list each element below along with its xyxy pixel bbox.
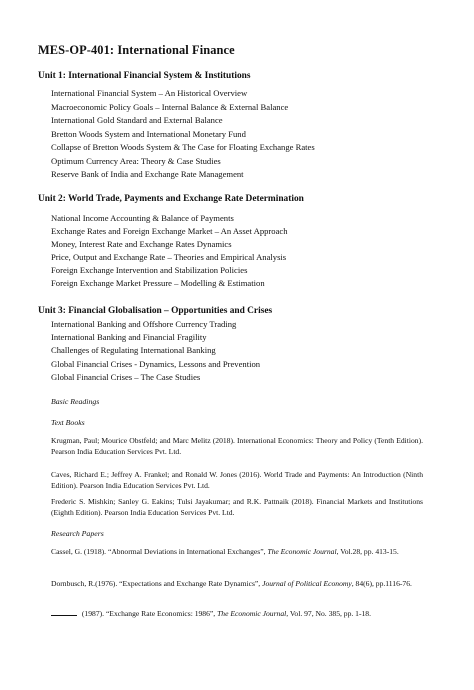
same-author-line — [51, 615, 77, 616]
topic-item: International Financial System – An Historical Overview — [51, 88, 248, 98]
reference-text: Dornbusch, R.(1976). “Expectations and Exchange Rate Dynamics”, — [51, 579, 263, 588]
textbook-reference: Caves, Richard E.; Jeffrey A. Frankel; and Ronald W. Jones (2016). World Trade and Payments: An Introduction (Ninth Edition). Pearson India Education Services Pvt. Ltd. — [51, 470, 423, 491]
journal-name: Journal of Political Economy — [262, 579, 352, 588]
textbook-reference: Krugman, Paul; Mourice Obstfeld; and Marc Melitz (2018). International Economics: Theory and Policy (Tenth Edition). Pearson India Education Services Pvt. Ltd. — [51, 436, 423, 457]
textbook-reference: Frederic S. Mishkin; Sanley G. Eakins; Tulsi Jayakumar; and R.K. Pattnaik (2018). Financial Markets and Institutions (Eighth Edition). Pearson India Education Services Pvt. Ltd. — [51, 497, 423, 518]
topic-item: Optimum Currency Area: Theory & Case Studies — [51, 155, 221, 166]
topic-list — [51, 212, 458, 290]
topic-item: Global Financial Crises - Dynamics, Lessons and Prevention — [51, 358, 261, 369]
topic-item: Reserve Bank of India and Exchange Rate Management — [51, 169, 244, 179]
paper-reference — [51, 578, 423, 589]
unit-2 — [38, 193, 458, 290]
paper-reference — [51, 546, 423, 557]
readings-heading: Basic Readings — [51, 397, 100, 406]
topic-list — [51, 87, 458, 182]
topic-item: International Banking and Financial Fragility — [51, 332, 207, 343]
unit-1 — [38, 70, 458, 182]
topic-item: National Income Accounting & Balance of Payments — [51, 213, 234, 223]
textbooks-label: Text Books — [51, 418, 85, 427]
unit-heading: Unit 1: International Financial System & Institutions — [38, 71, 251, 81]
research-papers-label: Research Papers — [51, 529, 104, 538]
topic-item: Bretton Woods System and International Monetary Fund — [51, 128, 246, 139]
topic-item: Global Financial Crises – The Case Studies — [51, 371, 201, 382]
paper-reference — [51, 608, 431, 619]
topic-item: Collapse of Bretton Woods System & The Case for Floating Exchange Rates — [51, 142, 315, 152]
topic-list — [51, 318, 458, 384]
reference-details: , Vol. 97, No. 385, pp. 1-18. — [286, 609, 371, 618]
topic-item: Foreign Exchange Intervention and Stabilization Policies — [51, 265, 248, 275]
topic-item: Price, Output and Exchange Rate – Theories and Empirical Analysis — [51, 252, 287, 262]
unit-heading: Unit 2: World Trade, Payments and Exchange Rate Determination — [38, 194, 304, 204]
reference-details: , 84(6), pp.1116-76. — [351, 579, 412, 588]
reference-text: (1987). “Exchange Rate Economics: 1986”, — [80, 609, 218, 618]
topic-item: Exchange Rates and Foreign Exchange Market – An Asset Approach — [51, 226, 288, 236]
reference-details: , Vol.28, pp. 413-15. — [336, 547, 399, 556]
unit-3 — [38, 305, 458, 384]
reference-text: Cassel, G. (1918). “Abnormal Deviations in International Exchanges”, — [51, 547, 268, 556]
course-title: MES-OP-401: International Finance — [38, 43, 235, 57]
topic-item: Foreign Exchange Market Pressure – Modelling & Estimation — [51, 278, 265, 288]
journal-name: The Economic Journal — [267, 547, 337, 556]
topic-item: Money, Interest Rate and Exchange Rates Dynamics — [51, 239, 232, 249]
topic-item: Macroeconomic Policy Goals – Internal Balance & External Balance — [51, 101, 289, 112]
unit-heading: Unit 3: Financial Globalisation – Opportunities and Crises — [38, 306, 273, 316]
journal-name: The Economic Journal — [217, 609, 287, 618]
topic-item: International Gold Standard and External Balance — [51, 115, 223, 125]
topic-item: Challenges of Regulating International Banking — [51, 345, 216, 356]
topic-item: International Banking and Offshore Currency Trading — [51, 319, 237, 329]
